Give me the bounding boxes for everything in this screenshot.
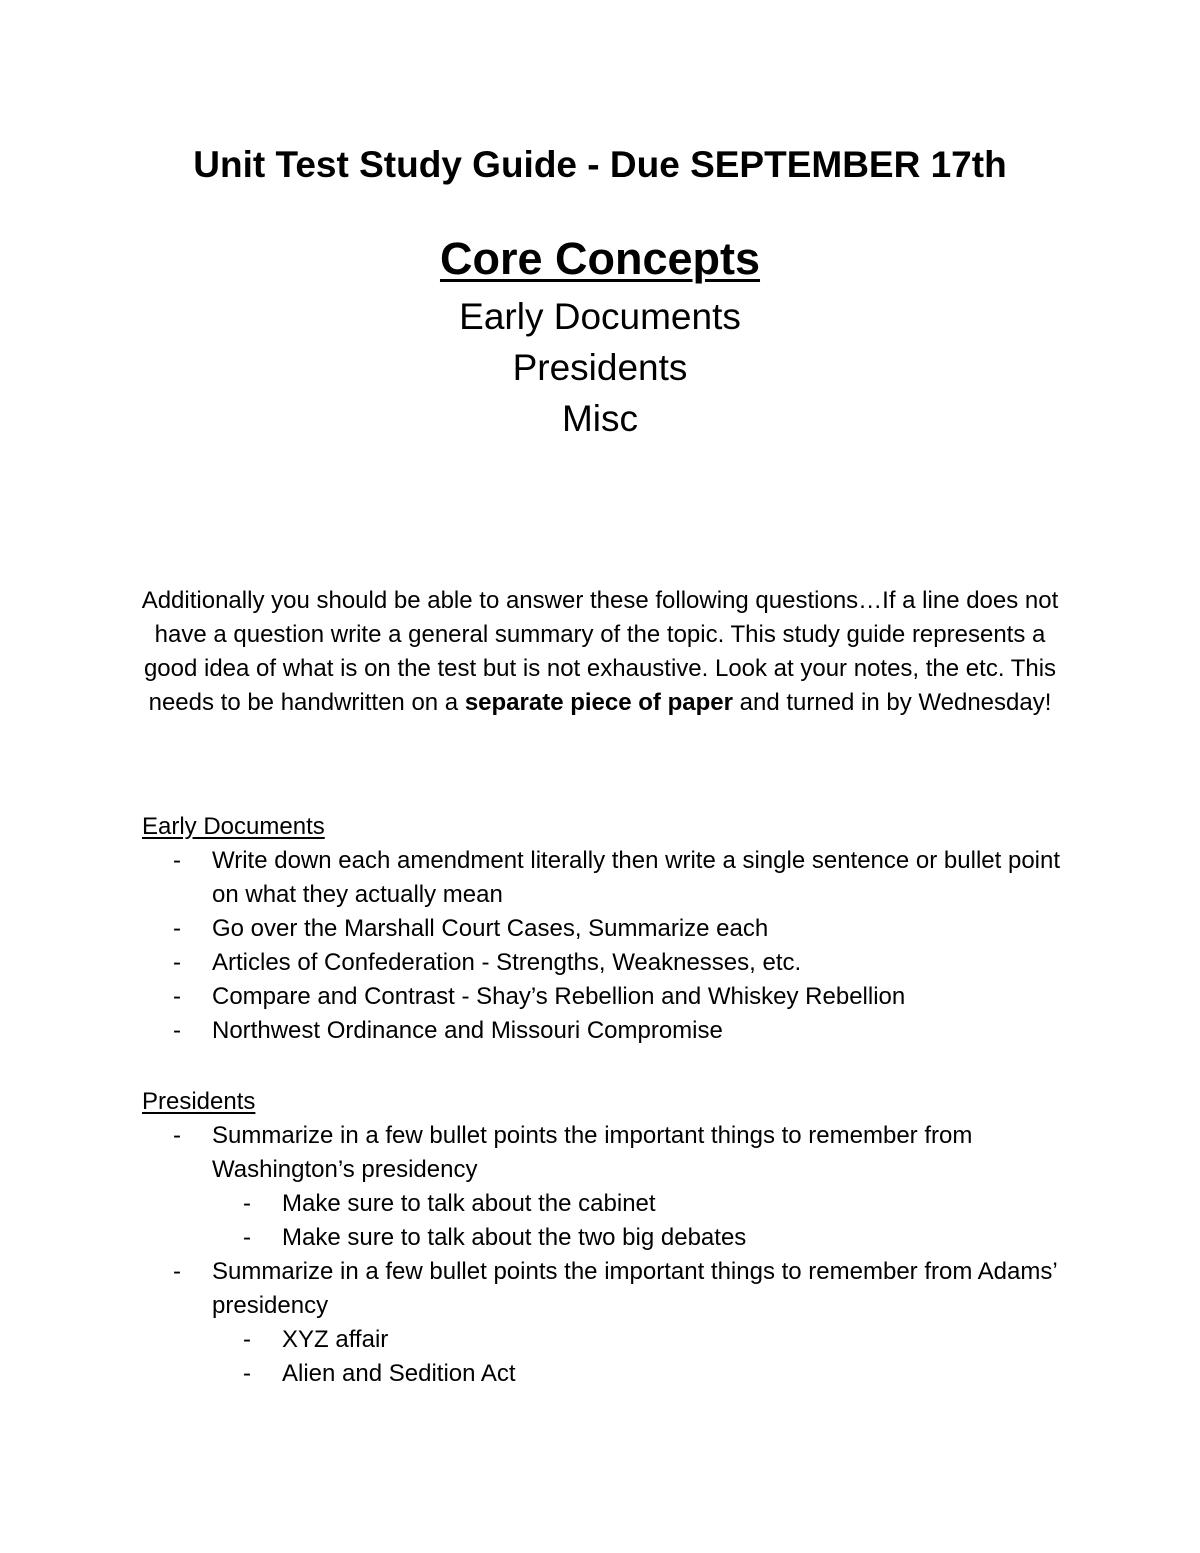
- list-item-text: Summarize in a few bullet points the important things to remember from Adams’ presidency: [212, 1258, 1057, 1319]
- sub-list-item: [142, 1221, 1082, 1255]
- list-item: [142, 1014, 1082, 1048]
- list-item-text: Write down each amendment literally then write a single sentence or bullet point on what they actually mean: [212, 847, 1061, 908]
- instructions-emphasis: separate piece of paper: [464, 689, 733, 716]
- bullet-dash: -: [243, 1360, 251, 1387]
- section-presidents: [142, 1085, 1082, 1391]
- page-title: Unit Test Study Guide - Due SEPTEMBER 17th: [193, 144, 1007, 185]
- section-heading: Presidents: [142, 1088, 256, 1115]
- bullet-dash: -: [243, 1326, 251, 1353]
- list-item-text: Northwest Ordinance and Missouri Compromise: [212, 1017, 723, 1044]
- bullet-dash: -: [173, 847, 181, 874]
- bullet-dash: -: [243, 1190, 251, 1217]
- bullet-dash: -: [173, 983, 181, 1010]
- bullet-dash: -: [173, 915, 181, 942]
- list-item: [142, 980, 1082, 1014]
- list-item-text: Articles of Confederation - Strengths, Weaknesses, etc.: [212, 949, 802, 976]
- list-item: [142, 1119, 1082, 1187]
- sub-list-item: [142, 1187, 1082, 1221]
- list-item: [142, 946, 1082, 980]
- section-early-documents: [142, 810, 1082, 1048]
- list-item-text: Go over the Marshall Court Cases, Summarize each: [212, 915, 769, 942]
- sub-list-item: [142, 1357, 1082, 1391]
- core-concepts-list: [0, 291, 1200, 444]
- list-item: [142, 1255, 1082, 1323]
- sub-list-item-text: Make sure to talk about the two big debates: [282, 1224, 747, 1251]
- sub-list-item-text: XYZ affair: [282, 1326, 389, 1353]
- instructions-text-end: and turned in by Wednesday!: [732, 689, 1052, 716]
- list-item: [142, 844, 1082, 912]
- sub-list-item-text: Alien and Sedition Act: [282, 1360, 516, 1387]
- bullet-dash: -: [173, 1017, 181, 1044]
- core-concept-item: Misc: [561, 398, 639, 439]
- bullet-dash: -: [243, 1224, 251, 1251]
- core-concepts-heading: Core Concepts: [439, 233, 761, 284]
- core-concept-item: Presidents: [512, 347, 688, 388]
- sub-list-item: [142, 1323, 1082, 1357]
- instructions-text: Additionally you should be able to answer these following questions…If a line does not have a question write a general summary of the topic. This study guide represents a good idea of what is on the test but is not exhaustive. Look at your notes, the etc. This needs to be handwritten on a: [141, 587, 1059, 716]
- list-item-text: Summarize in a few bullet points the important things to remember from Washington’s presidency: [212, 1122, 973, 1183]
- core-concept-item: Early Documents: [459, 296, 741, 337]
- list-item: [142, 912, 1082, 946]
- instructions-paragraph: [140, 584, 1060, 720]
- bullet-dash: -: [173, 1258, 181, 1285]
- list-item-text: Compare and Contrast - Shay’s Rebellion and Whiskey Rebellion: [212, 983, 906, 1010]
- section-heading: Early Documents: [142, 813, 325, 840]
- bullet-dash: -: [173, 949, 181, 976]
- bullet-dash: -: [173, 1122, 181, 1149]
- sub-list-item-text: Make sure to talk about the cabinet: [282, 1190, 656, 1217]
